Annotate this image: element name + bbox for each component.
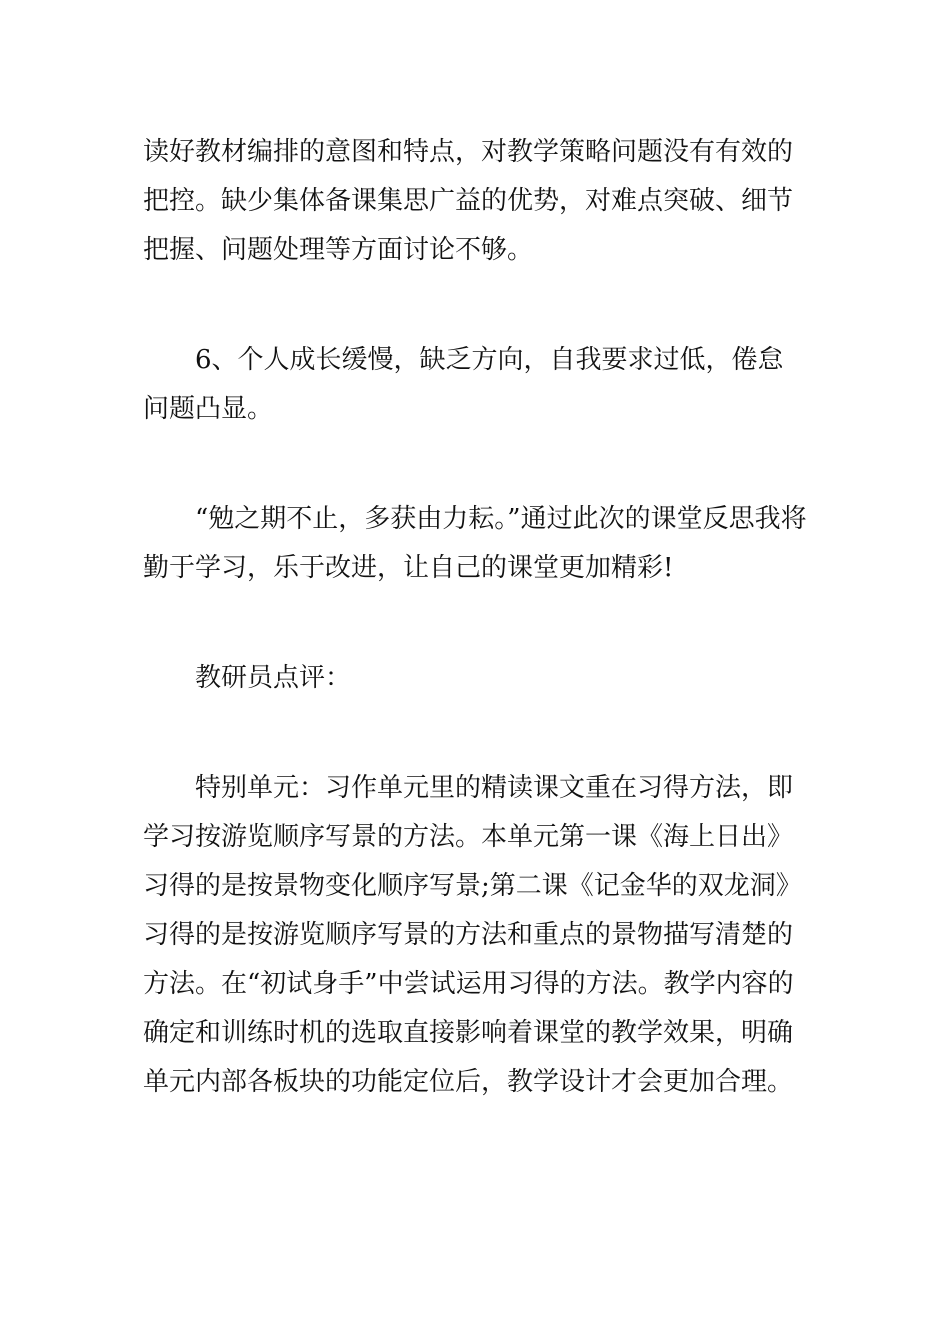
paragraph-reviewer-heading: 教研员点评： <box>143 663 352 693</box>
paragraph-teaching-materials: 读好教材编排的意图和特点，对教学策略问题没有有效的把控。缺少集体备课集思广益的优势，对难点突破、细节把握、问题处理等方面讨论不够。 <box>143 137 794 265</box>
paragraph-gap <box>143 593 808 654</box>
document-body <box>143 128 808 1107</box>
paragraph-gap <box>143 434 808 495</box>
paragraph-reviewer-comment: 特别单元：习作单元里的精读课文重在习得方法，即学习按游览顺序写景的方法。本单元第一课《海上日出》习得的是按景物变化顺序写景;第二课《记金华的双龙洞》习得的是按游览顺序写景的方法和重点的景物描写清楚的方法。在“初试身手”中尝试运用习得的方法。教学内容的确定和训练时机的选取直接影响着课堂的教学效果，明确单元内部各板块的功能定位后，教学设计才会更加合理。 <box>143 773 802 1097</box>
paragraph-personal-growth: 6、个人成长缓慢，缺乏方向，自我要求过低，倦怠问题凸显。 <box>143 345 784 424</box>
paragraph-reflection: “勉之期不止，多获由力耘。”通过此次的课堂反思我将勤于学习，乐于改进，让自己的课堂更加精彩! <box>143 504 807 583</box>
paragraph-gap <box>143 703 808 764</box>
paragraph-gap <box>143 275 808 336</box>
